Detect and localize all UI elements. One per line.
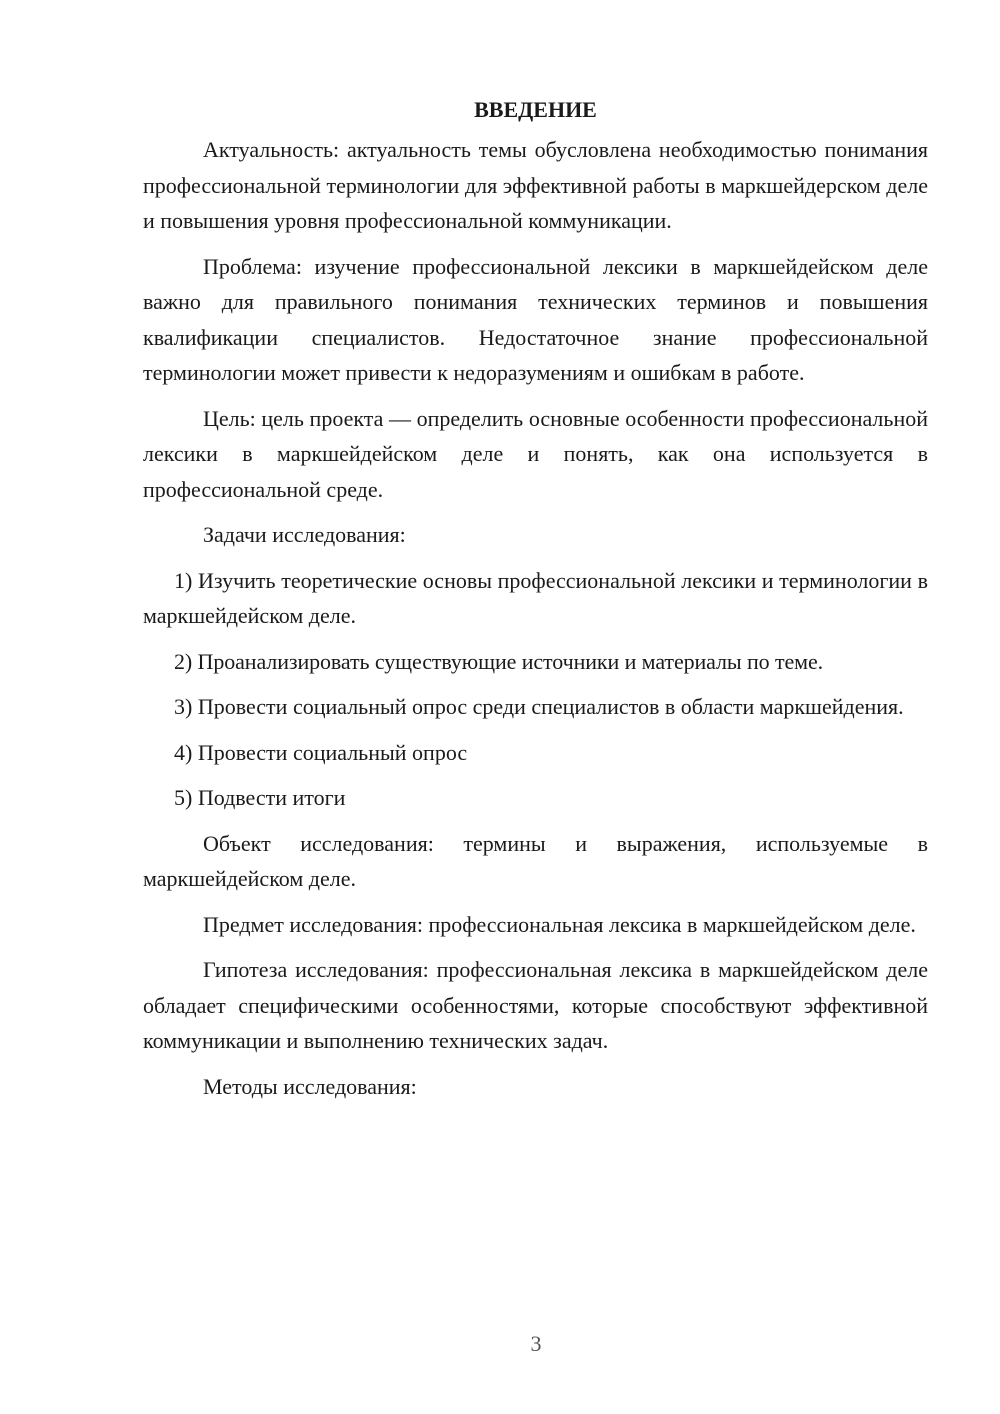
task-item-5: 5) Подвести итоги [174,785,346,810]
tasks-heading: Задачи исследования: [203,522,406,547]
document-page [143,92,928,1114]
methods-heading: Методы исследования: [203,1073,417,1099]
subject-paragraph: Предмет исследования: профессиональная лексика в маркшейдейском деле. [203,911,916,937]
section-title: ВВЕДЕНИЕ [474,97,597,122]
object-paragraph: Объект исследования: термины и выражения, используемые в маркшейдейском деле. [143,830,928,891]
task-item-2: 2) Проанализировать существующие источники и материалы по теме. [174,648,824,674]
task-item-3: 3) Провести социальный опрос среди специалистов в области маркшейдения. [174,694,904,719]
problem-paragraph: Проблема: изучение профессиональной лексики в маркшейдейском деле важно для правильного понимания технических терминов и повышения квалификации специалистов. Недостаточное знание профессиональной терминологии может привести к недоразумениям и ошибкам в работе. [143,253,928,385]
task-item-4: 4) Провести социальный опрос [174,739,468,765]
relevance-paragraph: Актуальность: актуальность темы обусловлена необходимостью понимания профессиональной терминологии для эффективной работы в маркшейдерском деле и повышения уровня профессиональной коммуникации. [143,137,928,233]
hypothesis-paragraph: Гипотеза исследования: профессиональная лексика в маркшейдейском деле обладает специфическими особенностями, которые способствуют эффективной коммуникации и выполнению технических задач. [143,957,928,1053]
page-number: 3 [530,1331,542,1356]
goal-paragraph: Цель: цель проекта — определить основные особенности профессиональной лексики в маркшейдейском деле и понять, как она используется в профессиональной среде. [143,405,928,502]
task-item-1: 1) Изучить теоретические основы профессиональной лексики и терминологии в маркшейдейском деле. [143,567,928,628]
